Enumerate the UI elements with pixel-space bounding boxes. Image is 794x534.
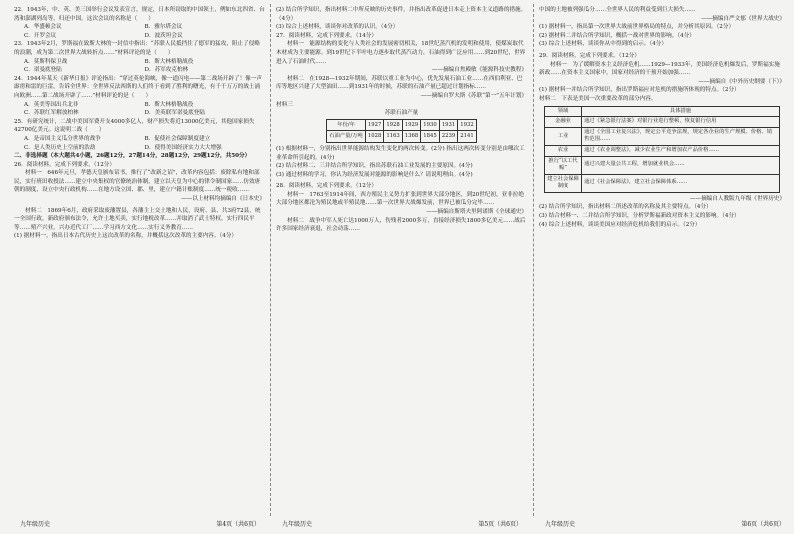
source-citation: ——摘编自斯塔夫里阿诺斯《全球通史》 (426, 209, 527, 216)
reform-table (544, 106, 780, 193)
table-cell: 1932 (458, 119, 476, 131)
table-title: 苏联石油产量 (384, 110, 419, 117)
source-citation: ——以上材料均摘编自《日本史》 (181, 196, 265, 203)
question-27: 27．阅读材料，完成下列要求。（14分） (276, 32, 377, 39)
option-b: B．雅尔塔会议 (144, 24, 183, 31)
option-b: B．斯大林格勒战役 (144, 101, 194, 108)
column-divider (270, 4, 271, 516)
option-a: A．莫斯科保卫战 (24, 58, 68, 65)
table-header-row (545, 106, 780, 117)
footer-subject: 九年级历史 (282, 521, 313, 528)
table-cell: 通过《全国工业复兴法》，规定公平竞争法规，规定各企业的生产规模、价格、销售范围…… (582, 127, 780, 145)
question-22: 22．1943年，中、英、美三国举行会议发表宣言，规定，日本所窃取的中国领土，例如东北四省、台湾和澎湖列岛等，归还中国。这次会议的名称是（ ） (14, 7, 265, 22)
footer-subject: 九年级历史 (20, 521, 51, 528)
question-28-1: (1) 据材料一，指出第一次世界大战前世界格局的特点，并分析其原因。（2分） (539, 24, 735, 31)
footer-page-number: 第6页（共6页） (741, 521, 785, 528)
material-1: 材料一 646年元旦，孝德天皇颁布诏书，推行了“改新之诏”，改革内容包括：废除私有地和部民，实行班田收授法……建立中央集权的官僚统治体制，建立以天皇为中心的律令制国家……仿效唐朝的制度，设立中央行政机构……在地方设立国、郡、里，建立户籍计账制度……统一税收…… (14, 170, 261, 194)
table-cell: 1028 (365, 131, 383, 143)
table-cell: 具体措施 (582, 106, 780, 117)
material-1: 材料一 能源结构的变化与人类社会的发展密切相关，18世纪蒸汽机的发明和使用，使煤炭取代木材成为主要能源。到19世纪下半叶电力逐步取代蒸汽动力，石油得到广泛应用……到20世纪，世界进入了石油时代…… (276, 41, 526, 65)
footer-page-number: 第5页（共6页） (478, 521, 522, 528)
material-1: 材料一 1763至1914年间，西方殖民主义势力扩张到世界大部分地区，到20世纪初，亚非拉绝大部分地区都沦为殖民地或半殖民地……第一次世界大战爆发前，世界已被瓜分完毕…… (276, 191, 524, 207)
source-citation: ——摘编自罗夫斯《苏联“第一”五年计划》 (420, 92, 527, 99)
oil-production-table (326, 119, 476, 143)
page-4-column (14, 6, 265, 512)
question-26: 26．阅读材料，完成下列要求。（12分） (14, 161, 115, 168)
option-a: A．华盛顿会议 (24, 24, 62, 31)
table-cell: 领域 (545, 106, 582, 117)
question-27-3: (3) 通过材料的学习，你认为经济发展对能源的影响是什么？请说明理由。(4分) (276, 171, 473, 178)
table-cell: 1163 (384, 131, 402, 143)
table-cell: 推行“以工代赈” (545, 156, 582, 174)
table-cell: 金融业 (545, 117, 582, 128)
table-header-row (327, 119, 476, 131)
table-cell: 1929 (402, 119, 420, 131)
question-25: 25．有研究统计，二战中美国军费开支4000多亿人，财产损失将近13000亿美元，其他国家损失42700亿美元。这说明二战（ ） (14, 118, 255, 134)
question-23: 23．1943年2月，罗斯福在致斯大林的一封信中指出：“苏联人民抵挡住了德军的猛攻，阻止了侵略的浪潮，成为第二次世界大战转折点……”材料评论的是（ ） (14, 41, 260, 56)
question-28: 28．阅读材料，完成下列要求。（12分） (276, 183, 377, 190)
page-footer (545, 519, 785, 528)
table-row (545, 127, 780, 145)
question-23-options (14, 58, 265, 75)
table-row (545, 174, 780, 192)
column-divider (533, 4, 534, 516)
question-26-2: (2) 结合所学知识，指出材料二中所反映的历史事件，并指出改革促进日本走上资本主义道路的措施。（4分） (276, 7, 527, 22)
question-26-1: (1) 据材料一，指出日本古代历史上这次改革的名称，并概括这次改革的主要内容。（4分） (14, 233, 238, 240)
question-28-3: (3) 综合上述材料，谈谈你从中得到的启示。（4分） (539, 41, 667, 48)
option-b: B．促使社会保障制度建立 (144, 135, 211, 142)
table-cell: 工业 (545, 127, 582, 145)
material-3-title: 材料三 (276, 101, 293, 108)
question-25-options (14, 135, 265, 152)
table-cell: 1930 (421, 119, 439, 131)
table-cell: 1368 (402, 131, 420, 143)
table-cell: 农业 (545, 145, 582, 156)
question-29-2: (2) 结合所学知识，指出材料二所述改革的名称及其主要特点。（4分） (539, 204, 712, 211)
material-2: 材料二 战争中军人死亡达1000万人，伤残者2000多万，直接经济损失1800多亿美元……战后许多国家经济衰退，社会动荡…… (276, 217, 526, 233)
table-cell: 通过《社会保障法》，建立社会保障体系…… (582, 174, 780, 192)
question-24: 24．1944年某天《新华日报》评论指出：“穿过英伦海峡，像一道闪电——第二战场开辟了！像一声霹雳和雷的巨雷，告诉全世界：全世界反法西斯的人们终于看到了胜利的曙光，有千千万万的战士涌向欧洲……第二战场开辟了……”材料评论的是（ ） (14, 75, 262, 99)
table-row (545, 156, 780, 174)
question-27-1: (1) 根据材料一，分别指出世界能源结构发生变化的两次转变。(2分) 指出这两次转变分别是由哪次工业革命所引起的。(4分) (276, 145, 525, 161)
question-27-2: (2) 结合材料二、三并结合所学知识，指出苏联石油工业发展的主要原因。(4分) (276, 163, 473, 170)
source-citation: ——摘编自人教版九年级《世界历史》 (689, 195, 785, 202)
table-cell: 建立社会保障制度 (545, 174, 582, 192)
material-2: 材料二 1869年6月，政府采取废藩置县，各藩主上交土地和人民，设府、县、共3府72县，统一全国行政，新政府颁布法令，允许土地买卖，实行地税改革……并取消了武士特权，实行四民平等……殖产兴业，兴办近代工厂……学习西方文化……实行义务教育…… (14, 207, 261, 231)
page-footer (20, 519, 260, 528)
table-cell: 石油产量/万吨 (327, 131, 366, 143)
question-26-3: (3) 综合上述材料，谈谈你对改革的认识。（4分） (276, 24, 399, 31)
footer-page-number: 第4页（共6页） (216, 521, 260, 528)
material-continued: 中国的土地被列强瓜分……全世界人民的利益受到巨大损失…… (539, 7, 696, 13)
table-cell: 1931 (439, 119, 457, 131)
material-2: 材料二 在1928—1932年期间，苏联以重工业为中心，优先发展石油工业……在西伯利亚、巴库等地区兴建了大型油田……到1931年的时候，苏联的石油产量已超过计划指标…… (276, 75, 523, 91)
option-a: A．英美等国出兵北非 (24, 101, 79, 108)
option-c: C．开罗会议 (24, 32, 57, 39)
page-footer (282, 519, 522, 528)
footer-subject: 九年级历史 (545, 521, 576, 528)
table-cell: 通过《紧急银行法案》对银行业进行整顿，恢复银行信用 (582, 117, 780, 128)
table-cell: 1845 (421, 131, 439, 143)
table-cell: 1927 (365, 119, 383, 131)
section-heading: 二、非选择题（本大题共4小题，26题12分，27题14分，28题12分，29题12分，共50分） (14, 153, 251, 160)
option-d: D．使得美国经济实力大大增强 (144, 144, 222, 151)
table-row (545, 117, 780, 128)
source-citation: ——摘编自严文郁《世界大战史》 (701, 15, 785, 22)
page-5-column (276, 6, 527, 512)
option-c: C．是人类历史上空前的浩劫 (24, 144, 96, 151)
question-29-3: (3) 结合材料一、二并结合所学知识，分析罗斯福新政对资本主义的影响。（4分） (539, 213, 740, 220)
page-6-column (539, 6, 785, 512)
option-c: C．苏联红军解放柏林 (24, 110, 79, 117)
table-cell: 年份/年 (327, 119, 366, 131)
material-2-title: 材料二 下表是美国一次重要改革的部分内容。 (539, 95, 657, 102)
table-cell: 2141 (458, 131, 476, 143)
option-b: B．斯大林格勒战役 (144, 58, 194, 65)
option-a: A．是帝国主义瓜分世界的战争 (24, 135, 101, 142)
table-cell: 通过兴建大量公共工程，增加就业机会…… (582, 156, 780, 174)
question-22-options (14, 23, 265, 40)
question-29-1: (1) 据材料一并结合所学知识，指出罗斯福应对危机的措施所体现的特点。（2分） (539, 87, 740, 94)
source-citation: ——摘编自焦殿敏《能源科技史教程》 (431, 67, 527, 74)
option-d: D．波茨坦会议 (144, 32, 183, 39)
table-cell: 1928 (384, 119, 402, 131)
option-d: D．苏军攻克柏林 (144, 67, 189, 74)
question-28-2: (2) 据材料二并结合所学知识，概括一战对世界的影响。（4分） (539, 32, 695, 39)
question-29-4: (4) 综合上述材料，谈谈美国应对经济危机给我们的启示。（2分） (539, 221, 701, 228)
table-cell: 通过《农业调整法》，减少农业生产和增加农产品价格…… (582, 145, 780, 156)
material-1: 材料一 为了缓解资本主义经济危机……1929—1933年，美国经济危机爆发后，罗斯福实施新政……在资本主义国家中，国家对经济的干预开始加强…… (539, 61, 780, 77)
option-d: D．美英联军诺曼底登陆 (144, 110, 205, 117)
table-cell: 2239 (439, 131, 457, 143)
question-24-options (14, 101, 265, 118)
option-c: C．诺曼底登陆 (24, 67, 62, 74)
table-row (327, 131, 476, 143)
question-29: 29．阅读材料，完成下列要求。（12分） (539, 52, 640, 59)
source-citation: ——摘编自《中外历史纲要（下）》 (698, 78, 785, 85)
table-row (545, 145, 780, 156)
